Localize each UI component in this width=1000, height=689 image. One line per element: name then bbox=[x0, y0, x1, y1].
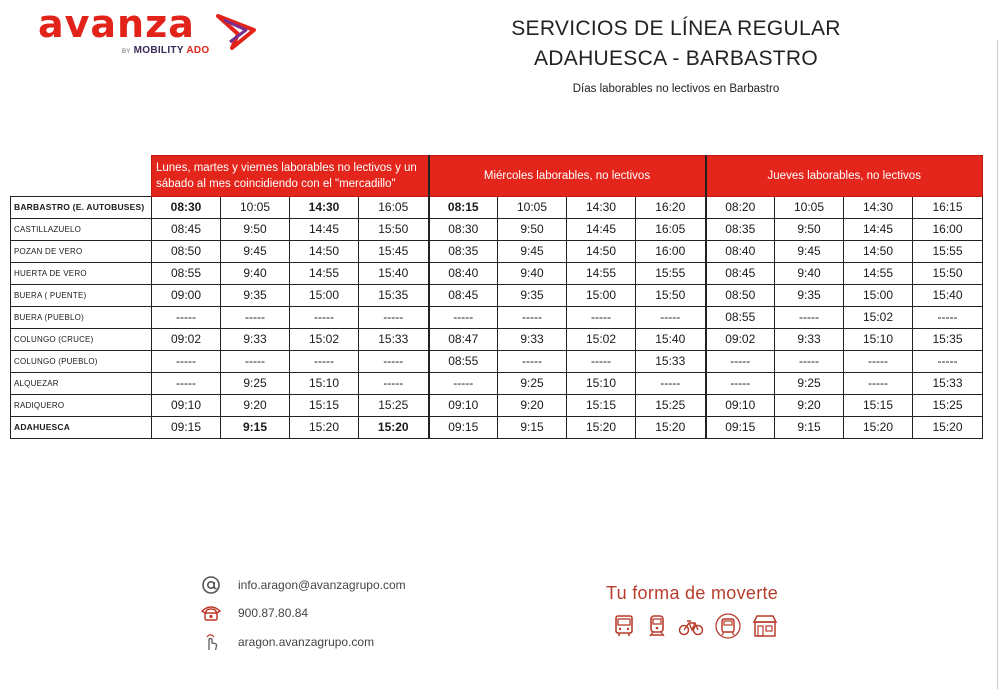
time-cell: 15:40 bbox=[913, 284, 983, 306]
time-cell: ----- bbox=[706, 372, 775, 394]
time-cell: 15:15 bbox=[567, 394, 636, 416]
slogan: Tu forma de moverte bbox=[606, 583, 779, 603]
time-cell: 9:45 bbox=[775, 240, 844, 262]
time-cell: 09:10 bbox=[706, 394, 775, 416]
time-cell: 15:20 bbox=[636, 416, 706, 438]
time-cell: ----- bbox=[636, 306, 706, 328]
time-cell: 9:40 bbox=[221, 262, 290, 284]
group-header-mon-tue-fri: Lunes, martes y viernes laborables no lectivos y un sábado al mes coincidiendo con el "mercadillo" bbox=[152, 156, 429, 197]
time-cell: 9:35 bbox=[221, 284, 290, 306]
at-icon bbox=[200, 574, 222, 596]
time-cell: 9:50 bbox=[221, 218, 290, 240]
time-cell: 9:20 bbox=[221, 394, 290, 416]
time-cell: ----- bbox=[844, 350, 913, 372]
time-cell: ----- bbox=[567, 350, 636, 372]
time-cell: ----- bbox=[290, 306, 359, 328]
time-cell: 9:15 bbox=[498, 416, 567, 438]
time-cell: 9:33 bbox=[221, 328, 290, 350]
time-cell: 09:15 bbox=[429, 416, 498, 438]
time-cell: 15:10 bbox=[844, 328, 913, 350]
time-cell: 16:05 bbox=[359, 196, 429, 218]
stop-name: RADIQUERO bbox=[11, 394, 152, 416]
stop-name: BUERA ( PUENTE) bbox=[11, 284, 152, 306]
time-cell: 08:55 bbox=[706, 306, 775, 328]
time-cell: 15:55 bbox=[913, 240, 983, 262]
time-cell: 08:45 bbox=[152, 218, 221, 240]
time-cell: 15:50 bbox=[913, 262, 983, 284]
time-cell: 15:10 bbox=[290, 372, 359, 394]
contact-phone bbox=[200, 602, 308, 624]
time-cell: 15:50 bbox=[359, 218, 429, 240]
route-title: ADAHUESCA - BARBASTRO bbox=[533, 47, 819, 70]
time-cell: ----- bbox=[844, 372, 913, 394]
time-cell: ----- bbox=[498, 350, 567, 372]
stop-name: BUERA (PUEBLO) bbox=[11, 306, 152, 328]
page-border bbox=[997, 40, 998, 689]
time-cell: 15:20 bbox=[290, 416, 359, 438]
page-subtitle: Días laborables no lectivos en Barbastro bbox=[572, 83, 780, 95]
stop-name: HUERTA DE VERO bbox=[11, 262, 152, 284]
contact-website bbox=[200, 631, 374, 653]
time-cell: 16:15 bbox=[913, 196, 983, 218]
time-cell: 15:02 bbox=[567, 328, 636, 350]
time-cell: 15:15 bbox=[844, 394, 913, 416]
time-cell: 14:45 bbox=[567, 218, 636, 240]
time-cell: ----- bbox=[567, 306, 636, 328]
timetable bbox=[10, 155, 983, 439]
time-cell: 15:10 bbox=[567, 372, 636, 394]
time-cell: 9:25 bbox=[775, 372, 844, 394]
time-cell: 14:55 bbox=[844, 262, 913, 284]
bicycle-icon bbox=[678, 614, 704, 638]
time-cell: 08:30 bbox=[152, 196, 221, 218]
time-cell: 15:33 bbox=[359, 328, 429, 350]
contact-email bbox=[200, 574, 406, 596]
time-cell: 15:00 bbox=[567, 284, 636, 306]
table-row bbox=[11, 416, 983, 438]
time-cell: 15:20 bbox=[913, 416, 983, 438]
time-cell: ----- bbox=[913, 306, 983, 328]
time-cell: 08:47 bbox=[429, 328, 498, 350]
timetable-body bbox=[11, 196, 983, 438]
time-cell: 9:25 bbox=[498, 372, 567, 394]
time-cell: 9:20 bbox=[775, 394, 844, 416]
group-header-wednesday: Miércoles laborables, no lectivos bbox=[429, 156, 706, 197]
time-cell: 9:33 bbox=[775, 328, 844, 350]
table-row bbox=[11, 262, 983, 284]
time-cell: 9:33 bbox=[498, 328, 567, 350]
stop-name: POZAN DE VERO bbox=[11, 240, 152, 262]
time-cell: ----- bbox=[221, 350, 290, 372]
timetable-header-row bbox=[11, 156, 983, 197]
time-cell: 15:00 bbox=[290, 284, 359, 306]
time-cell: 14:30 bbox=[567, 196, 636, 218]
time-cell: 10:05 bbox=[221, 196, 290, 218]
time-cell: 08:45 bbox=[429, 284, 498, 306]
phone-number: 900.87.80.84 bbox=[238, 606, 309, 620]
table-row bbox=[11, 306, 983, 328]
time-cell: 9:40 bbox=[775, 262, 844, 284]
time-cell: 14:50 bbox=[844, 240, 913, 262]
time-cell: 16:20 bbox=[636, 196, 706, 218]
email-link[interactable]: info.aragon@avanzagrupo.com bbox=[238, 578, 406, 592]
time-cell: 09:02 bbox=[706, 328, 775, 350]
table-row bbox=[11, 372, 983, 394]
time-cell: 08:50 bbox=[706, 284, 775, 306]
time-cell: 9:45 bbox=[498, 240, 567, 262]
time-cell: 15:02 bbox=[290, 328, 359, 350]
time-cell: 15:20 bbox=[844, 416, 913, 438]
time-cell: 08:35 bbox=[429, 240, 498, 262]
time-cell: ----- bbox=[913, 350, 983, 372]
time-cell: ----- bbox=[429, 372, 498, 394]
time-cell: 09:00 bbox=[152, 284, 221, 306]
time-cell: 15:50 bbox=[636, 284, 706, 306]
stop-name: CASTILLAZUELO bbox=[11, 218, 152, 240]
avanza-logo bbox=[38, 2, 268, 58]
time-cell: 14:55 bbox=[290, 262, 359, 284]
time-cell: 15:40 bbox=[359, 262, 429, 284]
website-link[interactable]: aragon.avanzagrupo.com bbox=[238, 635, 375, 649]
time-cell: 08:55 bbox=[429, 350, 498, 372]
time-cell: 08:20 bbox=[706, 196, 775, 218]
time-cell: 09:15 bbox=[152, 416, 221, 438]
logo-by: BY bbox=[122, 49, 131, 55]
logo-subtitle bbox=[122, 45, 209, 56]
time-cell: 15:35 bbox=[359, 284, 429, 306]
time-cell: 9:50 bbox=[775, 218, 844, 240]
logo-ado: ADO bbox=[186, 45, 210, 56]
time-cell: 15:25 bbox=[636, 394, 706, 416]
time-cell: 15:20 bbox=[567, 416, 636, 438]
tram-icon bbox=[713, 613, 743, 639]
time-cell: 16:00 bbox=[636, 240, 706, 262]
time-cell: 08:30 bbox=[429, 218, 498, 240]
logo-chevron-icon bbox=[216, 12, 260, 52]
time-cell: 15:00 bbox=[844, 284, 913, 306]
time-cell: ----- bbox=[498, 306, 567, 328]
time-cell: 9:35 bbox=[775, 284, 844, 306]
time-cell: 08:40 bbox=[429, 262, 498, 284]
time-cell: 9:45 bbox=[221, 240, 290, 262]
time-cell: ----- bbox=[359, 372, 429, 394]
time-cell: 15:40 bbox=[636, 328, 706, 350]
shop-icon bbox=[752, 614, 778, 638]
time-cell: 09:15 bbox=[706, 416, 775, 438]
time-cell: ----- bbox=[706, 350, 775, 372]
time-cell: 14:30 bbox=[844, 196, 913, 218]
time-cell: 15:15 bbox=[290, 394, 359, 416]
table-row bbox=[11, 240, 983, 262]
time-cell: 15:25 bbox=[359, 394, 429, 416]
logo-mobility: MOBILITY bbox=[133, 45, 184, 56]
touch-icon bbox=[200, 631, 222, 653]
phone-icon bbox=[200, 602, 222, 624]
time-cell: 08:50 bbox=[152, 240, 221, 262]
time-cell: 08:55 bbox=[152, 262, 221, 284]
group-header-thursday: Jueves laborables, no lectivos bbox=[706, 156, 983, 197]
time-cell: ----- bbox=[775, 350, 844, 372]
time-cell: 9:25 bbox=[221, 372, 290, 394]
time-cell: 14:55 bbox=[567, 262, 636, 284]
time-cell: 15:20 bbox=[359, 416, 429, 438]
transport-icons bbox=[612, 613, 778, 639]
time-cell: ----- bbox=[152, 372, 221, 394]
time-cell: 14:50 bbox=[567, 240, 636, 262]
time-cell: 09:10 bbox=[152, 394, 221, 416]
time-cell: ----- bbox=[152, 306, 221, 328]
time-cell: ----- bbox=[152, 350, 221, 372]
time-cell: ----- bbox=[429, 306, 498, 328]
time-cell: 09:10 bbox=[429, 394, 498, 416]
stop-name: BARBASTRO (E. AUTOBUSES) bbox=[11, 196, 152, 218]
time-cell: 9:20 bbox=[498, 394, 567, 416]
time-cell: 9:15 bbox=[221, 416, 290, 438]
time-cell: 15:33 bbox=[636, 350, 706, 372]
time-cell: ----- bbox=[359, 350, 429, 372]
stop-name: COLUNGO (PUEBLO) bbox=[11, 350, 152, 372]
logo-wordmark: avanza bbox=[38, 2, 195, 46]
time-cell: 15:35 bbox=[913, 328, 983, 350]
time-cell: 10:05 bbox=[775, 196, 844, 218]
time-cell: ----- bbox=[359, 306, 429, 328]
page-title: SERVICIOS DE LÍNEA REGULAR bbox=[511, 17, 841, 40]
time-cell: 9:15 bbox=[775, 416, 844, 438]
time-cell: 09:02 bbox=[152, 328, 221, 350]
time-cell: 9:50 bbox=[498, 218, 567, 240]
table-row bbox=[11, 196, 983, 218]
stop-name: COLUNGO (CRUCE) bbox=[11, 328, 152, 350]
header-corner bbox=[11, 156, 152, 197]
time-cell: 08:35 bbox=[706, 218, 775, 240]
bus-icon bbox=[612, 614, 636, 638]
time-cell: 08:40 bbox=[706, 240, 775, 262]
time-cell: 15:02 bbox=[844, 306, 913, 328]
time-cell: 15:25 bbox=[913, 394, 983, 416]
time-cell: 16:05 bbox=[636, 218, 706, 240]
time-cell: 9:35 bbox=[498, 284, 567, 306]
table-row bbox=[11, 350, 983, 372]
time-cell: 10:05 bbox=[498, 196, 567, 218]
table-row bbox=[11, 394, 983, 416]
time-cell: 08:15 bbox=[429, 196, 498, 218]
time-cell: ----- bbox=[636, 372, 706, 394]
train-icon bbox=[645, 614, 669, 638]
stop-name: ADAHUESCA bbox=[11, 416, 152, 438]
time-cell: 14:45 bbox=[844, 218, 913, 240]
time-cell: 14:30 bbox=[290, 196, 359, 218]
stop-name: ALQUEZAR bbox=[11, 372, 152, 394]
time-cell: 14:45 bbox=[290, 218, 359, 240]
table-row bbox=[11, 284, 983, 306]
table-row bbox=[11, 328, 983, 350]
time-cell: 08:45 bbox=[706, 262, 775, 284]
time-cell: ----- bbox=[290, 350, 359, 372]
time-cell: 15:45 bbox=[359, 240, 429, 262]
time-cell: 16:00 bbox=[913, 218, 983, 240]
time-cell: 9:40 bbox=[498, 262, 567, 284]
time-cell: 14:50 bbox=[290, 240, 359, 262]
time-cell: 15:55 bbox=[636, 262, 706, 284]
time-cell: ----- bbox=[775, 306, 844, 328]
time-cell: 15:33 bbox=[913, 372, 983, 394]
time-cell: ----- bbox=[221, 306, 290, 328]
table-row bbox=[11, 218, 983, 240]
